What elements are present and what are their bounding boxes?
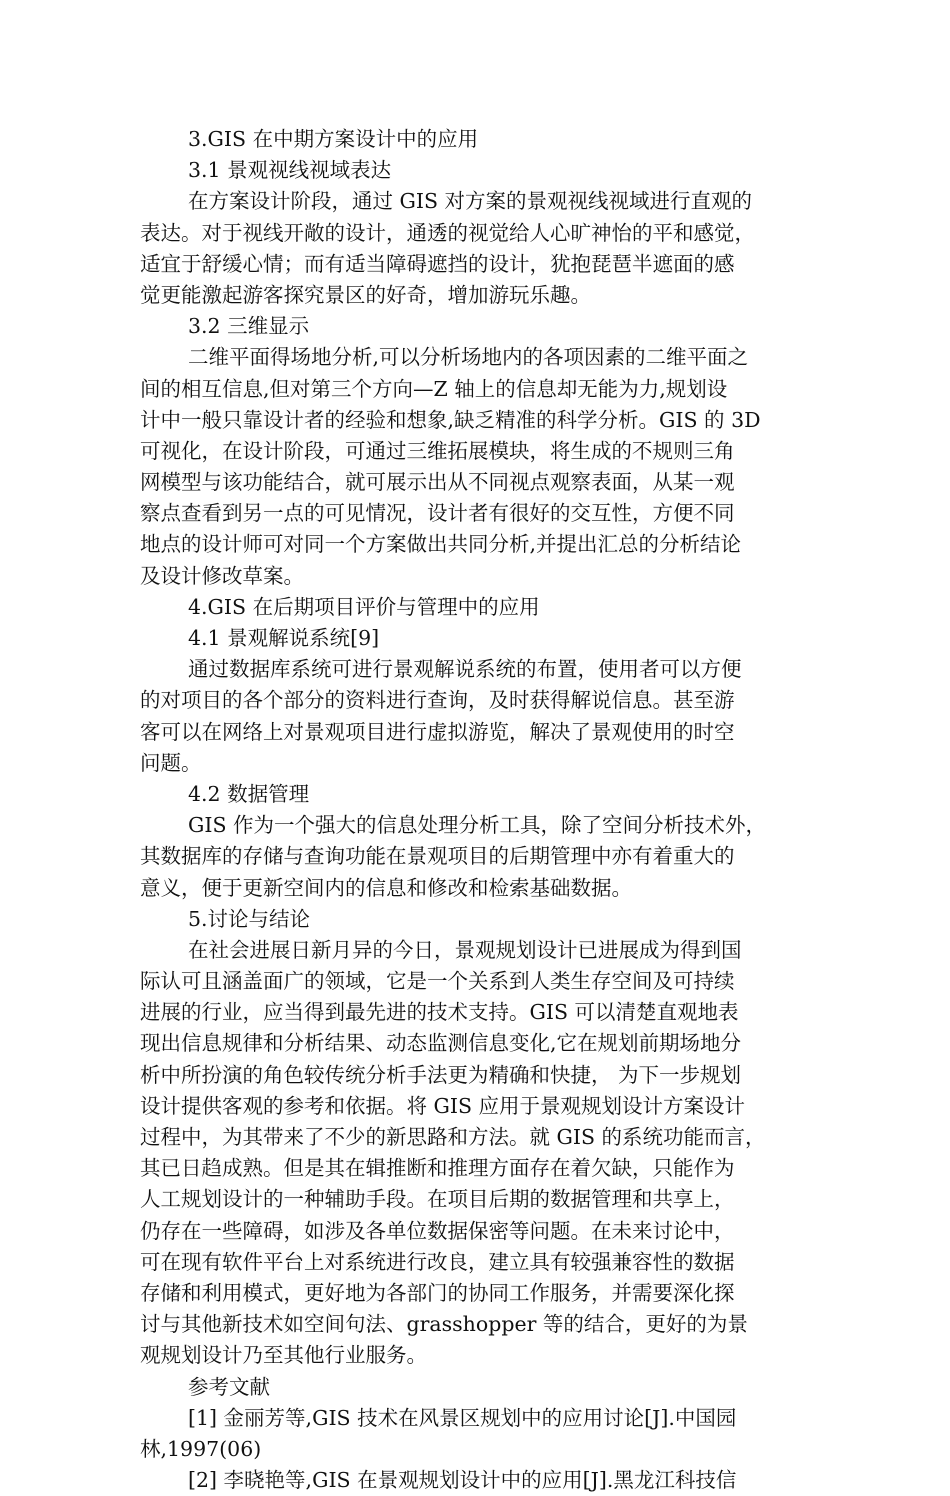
- paragraph-line: 表达。对于视线开敞的设计，通透的视觉给人心旷神怡的平和感觉，: [140, 220, 755, 245]
- section-heading: 参考文献: [188, 1374, 270, 1399]
- section-heading: 3.2 三维显示: [188, 314, 310, 339]
- paragraph-line: 适宜于舒缓心情；而有适当障碍遮挡的设计，犹抱琵琶半遮面的感: [140, 251, 735, 276]
- document-body: [140, 124, 810, 1496]
- paragraph-line: 在方案设计阶段，通过 GIS 对方案的景观视线视域进行直观的: [188, 189, 753, 214]
- paragraph-line: 及设计修改草案。: [140, 563, 304, 588]
- paragraph-line: 仍存在一些障碍，如涉及各单位数据保密等问题。在未来讨论中，: [140, 1218, 735, 1243]
- paragraph-line: 际认可且涵盖面广的领域，它是一个关系到人类生存空间及可持续: [140, 969, 735, 994]
- paragraph-line: 进展的行业，应当得到最先进的技术支持。GIS 可以清楚直观地表: [140, 1000, 739, 1025]
- reference-line: [1] 金丽芳等,GIS 技术在风景区规划中的应用讨论[J].中国园: [188, 1405, 737, 1430]
- paragraph-line: 地点的设计师可对同一个方案做出共同分析,并提出汇总的分析结论: [140, 532, 742, 557]
- paragraph-line: 其已日趋成熟。但是其在辑推断和推理方面存在着欠缺，只能作为: [140, 1156, 735, 1181]
- section-heading: 4.GIS 在后期项目评价与管理中的应用: [188, 594, 540, 619]
- paragraph-line: 讨与其他新技术如空间句法、grasshopper 等的结合，更好的为景: [140, 1312, 748, 1337]
- section-heading: 3.GIS 在中期方案设计中的应用: [188, 127, 479, 151]
- paragraph-line: 观规划设计乃至其他行业服务。: [140, 1343, 427, 1368]
- paragraph-line: 可在现有软件平台上对系统进行改良，建立具有较强兼容性的数据: [140, 1249, 735, 1274]
- paragraph-line: 存储和利用模式，更好地为各部门的协同工作服务，并需要深化探: [140, 1280, 735, 1305]
- section-heading: 3.1 景观视线视域表达: [188, 158, 392, 183]
- paragraph-line: 问题。: [140, 750, 202, 775]
- paragraph-line: 觉更能激起游客探究景区的好奇，增加游玩乐趣。: [140, 282, 591, 307]
- paragraph-line: 在社会进展日新月异的今日，景观规划设计已进展成为得到国: [188, 937, 742, 962]
- paragraph-line: 二维平面得场地分析,可以分析场地内的各项因素的二维平面之: [188, 345, 749, 370]
- paragraph-line: 客可以在网络上对景观项目进行虚拟游览，解决了景观使用的时空: [140, 719, 735, 744]
- reference-line: [2] 李晓艳等,GIS 在景观规划设计中的应用[J].黑龙江科技信: [188, 1468, 737, 1493]
- section-heading: 5.讨论与结论: [188, 906, 311, 931]
- section-heading: 4.1 景观解说系统[9]: [188, 626, 380, 650]
- paragraph-line: 过程中，为其带来了不少的新思路和方法。就 GIS 的系统功能而言，: [140, 1125, 766, 1149]
- paragraph-line: 现出信息规律和分析结果、动态监测信息变化,它在规划前期场地分: [140, 1031, 742, 1056]
- reference-line: 林,1997(06): [140, 1436, 262, 1461]
- paragraph-line: 的对项目的各个部分的资料进行查询，及时获得解说信息。甚至游: [140, 688, 735, 713]
- paragraph-line: 间的相互信息,但对第三个方向—Z 轴上的信息却无能为力,规划设: [140, 376, 728, 401]
- paragraph-line: 人工规划设计的一种辅助手段。在项目后期的数据管理和共享上，: [140, 1187, 735, 1212]
- paragraph-line: 网模型与该功能结合，就可展示出从不同视点观察表面，从某一观: [140, 470, 735, 495]
- section-heading: 4.2 数据管理: [188, 781, 310, 806]
- paragraph-line: 察点查看到另一点的可见情况，设计者有很好的交互性，方便不同: [140, 501, 735, 526]
- paragraph-line: 其数据库的存储与查询功能在景观项目的后期管理中亦有着重大的: [140, 844, 735, 869]
- paragraph-line: 析中所扮演的角色较传统分析手法更为精确和快捷， 为下一步规划: [140, 1062, 742, 1087]
- paragraph-line: 设计提供客观的参考和依据。将 GIS 应用于景观规划设计方案设计: [140, 1093, 746, 1118]
- paragraph-line: 意义，便于更新空间内的信息和修改和检索基础数据。: [140, 875, 632, 900]
- paragraph-line: 计中一般只靠设计者的经验和想象,缺乏精准的科学分析。GIS 的 3D: [140, 407, 761, 432]
- paragraph-line: GIS 作为一个强大的信息处理分析工具，除了空间分析技术外，: [188, 813, 767, 838]
- paragraph-line: 通过数据库系统可进行景观解说系统的布置，使用者可以方便: [188, 657, 742, 682]
- paragraph-line: 可视化，在设计阶段，可通过三维拓展模块，将生成的不规则三角: [140, 438, 735, 463]
